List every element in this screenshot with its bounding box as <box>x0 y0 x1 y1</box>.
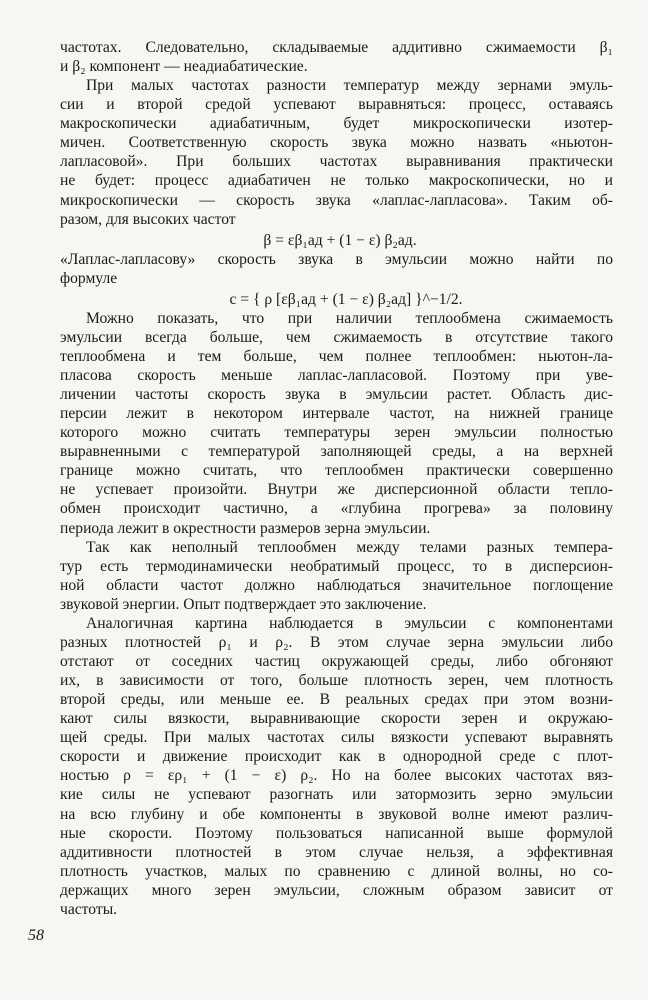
text-line: мичен. Соответственную скорость звука можно назвать «ньютон- <box>60 134 613 151</box>
text-line: кают силы вязкости, выравнивающие скорости зерен и окружаю- <box>60 710 613 727</box>
text-line: разом, для высоких частот <box>60 211 236 228</box>
text-line: на всю глубину и обе компоненты в звуковой волне имеют различ- <box>60 806 613 823</box>
text-line: Так как неполный теплообмен между телами разных темпера- <box>86 539 613 556</box>
text-line: их, в зависимости от того, больше плотность зерен, чем плотность <box>60 672 613 689</box>
text-line: Аналогичная картина наблюдается в эмульсии с компонентами <box>86 615 613 632</box>
text-line: аддитивности плотностей в этом случае нельзя, а эффективная <box>60 844 613 861</box>
text-line: «Лаплас-лапласову» скорость звука в эмульсии можно найти по <box>60 251 613 268</box>
text-line: скорости и движение происходит как в однородной среде с плот- <box>60 748 613 765</box>
text-line: ные скорости. Поэтому пользоваться написанной выше формулой <box>60 825 613 842</box>
text-line: частотах. Следовательно, складываемые аддитивно сжимаемости β₁ <box>60 39 613 56</box>
text-line: держащих много зерен эмульсии, сложным образом зависит от <box>60 882 613 899</box>
formula-beta: β = εβ₁ад + (1 − ε) β₂ад. <box>263 232 417 249</box>
text-line: пласова скорость меньше лаплас-лапласовой. Поэтому при уве- <box>60 367 613 384</box>
text-line: личении частоты скорость звука в эмульсии растет. Область дис- <box>60 386 613 403</box>
text-line: щей среды. При малых частотах силы вязкости успевают выравнять <box>60 729 613 746</box>
text-line: частоты. <box>60 901 118 918</box>
text-line: звуковой энергии. Опыт подтверждает это заключение. <box>60 596 427 613</box>
text-line: ностью ρ = ερ₁ + (1 − ε) ρ₂. Но на более высоких частотах вяз- <box>60 767 613 784</box>
text-line: макроскопически адиабатичным, будет микроскопически изотер- <box>60 115 613 132</box>
text-line: эмульсии всегда больше, чем сжимаемость в отсутствие такого <box>60 329 613 346</box>
text-line: границе можно считать, что теплообмен практически совершенно <box>60 462 613 479</box>
text-line: выравненными с температурой заполняющей среды, а на верхней <box>60 443 613 460</box>
text-line: формуле <box>60 270 118 287</box>
formula-speed: c = { ρ [εβ₁ад + (1 − ε) β₂ад] }^−1/2. <box>229 291 463 308</box>
text-line: которого можно считать температуры зерен эмульсии полностью <box>60 424 613 441</box>
text-line: сии и второй средой успевают выравняться: процесс, оставаясь <box>60 96 613 113</box>
text-line: микроскопически — скорость звука «лаплас-лапласова». Таким об- <box>60 192 613 209</box>
text-line: При малых частотах разности температур между зернами эмуль- <box>86 77 613 94</box>
text-line: не успевает произойти. Внутри же дисперсионной области тепло- <box>60 481 613 498</box>
text-line: периода лежит в окрестности размеров зерна эмульсии. <box>60 520 431 537</box>
text-line: обмен происходит частично, а «глубина прогрева» за половину <box>60 500 613 517</box>
text-line: отстают от соседних частиц окружающей среды, либо обгоняют <box>60 653 613 670</box>
text-line: не будет: процесс адиабатичен не только макроскопически, но и <box>60 172 613 189</box>
text-line: кие силы не успевают разогнать или затормозить зерно эмульсии <box>60 786 613 803</box>
text-line: тур есть термодинамически необратимый процесс, то в дисперсион- <box>60 558 613 575</box>
text-line: второй среды, или меньше ее. В реальных средах при этом возни- <box>60 691 613 708</box>
text-line: разных плотностей ρ₁ и ρ₂. В этом случае зерна эмульсии либо <box>60 634 613 651</box>
page-number: 58 <box>28 927 44 944</box>
text-line: плотность участков, малых по сравнению с длиной волны, но со- <box>60 863 613 880</box>
text-line: и β₂ компонент — неадиабатические. <box>60 58 308 75</box>
text-line: лапласовой». При больших частотах выравнивания практически <box>60 153 613 170</box>
text-line: персии лежит в некотором интервале частот, на нижней границе <box>60 405 613 422</box>
text-line: теплообмена и тем больше, чем полнее теплообмен: ньютон-ла- <box>60 348 613 365</box>
text-line: ной области частот должно наблюдаться значительное поглощение <box>60 577 613 594</box>
text-line: Можно показать, что при наличии теплообмена сжимаемость <box>86 310 613 327</box>
